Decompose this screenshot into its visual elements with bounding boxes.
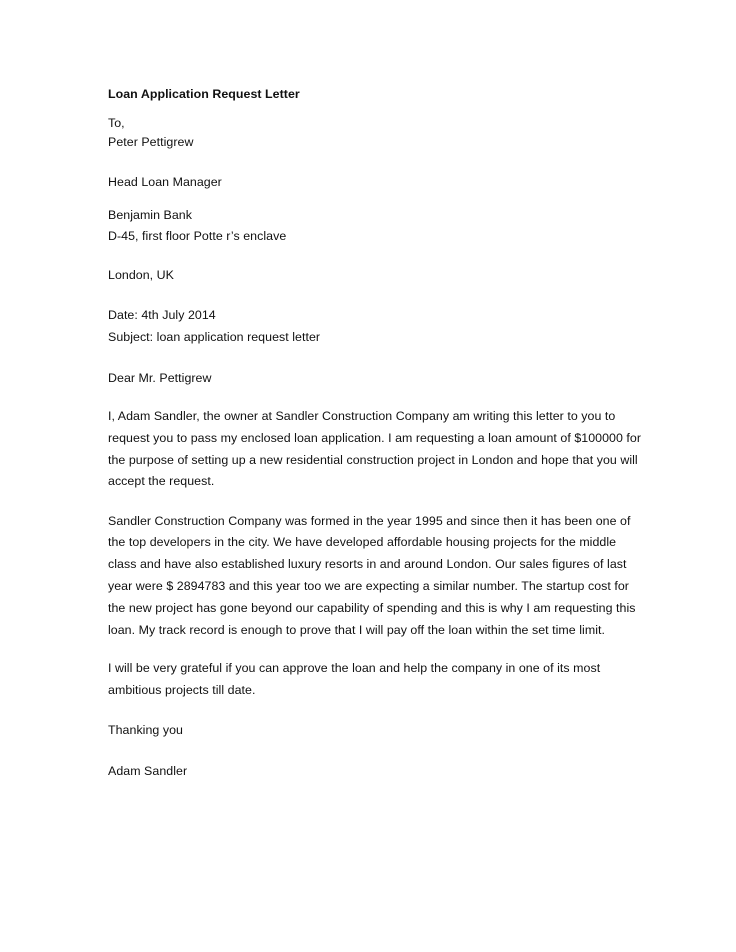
bank-address: D-45, first floor Potte r’s enclave (108, 229, 287, 243)
paragraph-line: ambitious projects till date. (108, 683, 256, 697)
paragraph-line: I, Adam Sandler, the owner at Sandler Construction Company am writing this letter to you to (108, 409, 616, 423)
paragraph-line: the top developers in the city. We have developed affordable housing projects for the middle (108, 535, 617, 549)
paragraph-line: loan. My track record is enough to prove that I will pay off the loan within the set time limit. (108, 623, 605, 637)
paragraph-line: request you to pass my enclosed loan application. I am requesting a loan amount of $100000 for (108, 431, 642, 445)
paragraph-line: class and have also established luxury resorts in and around London. Our sales figures of last (108, 557, 627, 571)
letter-title: Loan Application Request Letter (108, 87, 300, 101)
to-label: To, (108, 116, 125, 130)
letter-date: Date: 4th July 2014 (108, 308, 216, 322)
recipient-name: Peter Pettigrew (108, 135, 194, 149)
paragraph-line: the new project has gone beyond our capability of spending and this is why I am requesting this (108, 601, 636, 615)
paragraph-line: year were $ 2894783 and this year too we are expecting a similar number. The startup cost for (108, 579, 629, 593)
paragraph-line: the purpose of setting up a new residential construction project in London and hope that you will (108, 453, 638, 467)
paragraph-line: I will be very grateful if you can approve the loan and help the company in one of its most (108, 661, 601, 675)
recipient-title: Head Loan Manager (108, 175, 222, 189)
letter-subject: Subject: loan application request letter (108, 330, 321, 344)
bank-city: London, UK (108, 268, 174, 282)
paragraph-line: accept the request. (108, 474, 215, 488)
signature-name: Adam Sandler (108, 764, 188, 778)
closing: Thanking you (108, 723, 183, 737)
paragraph-line: Sandler Construction Company was formed in the year 1995 and since then it has been one of (108, 514, 631, 528)
bank-name: Benjamin Bank (108, 208, 192, 222)
salutation: Dear Mr. Pettigrew (108, 371, 212, 385)
